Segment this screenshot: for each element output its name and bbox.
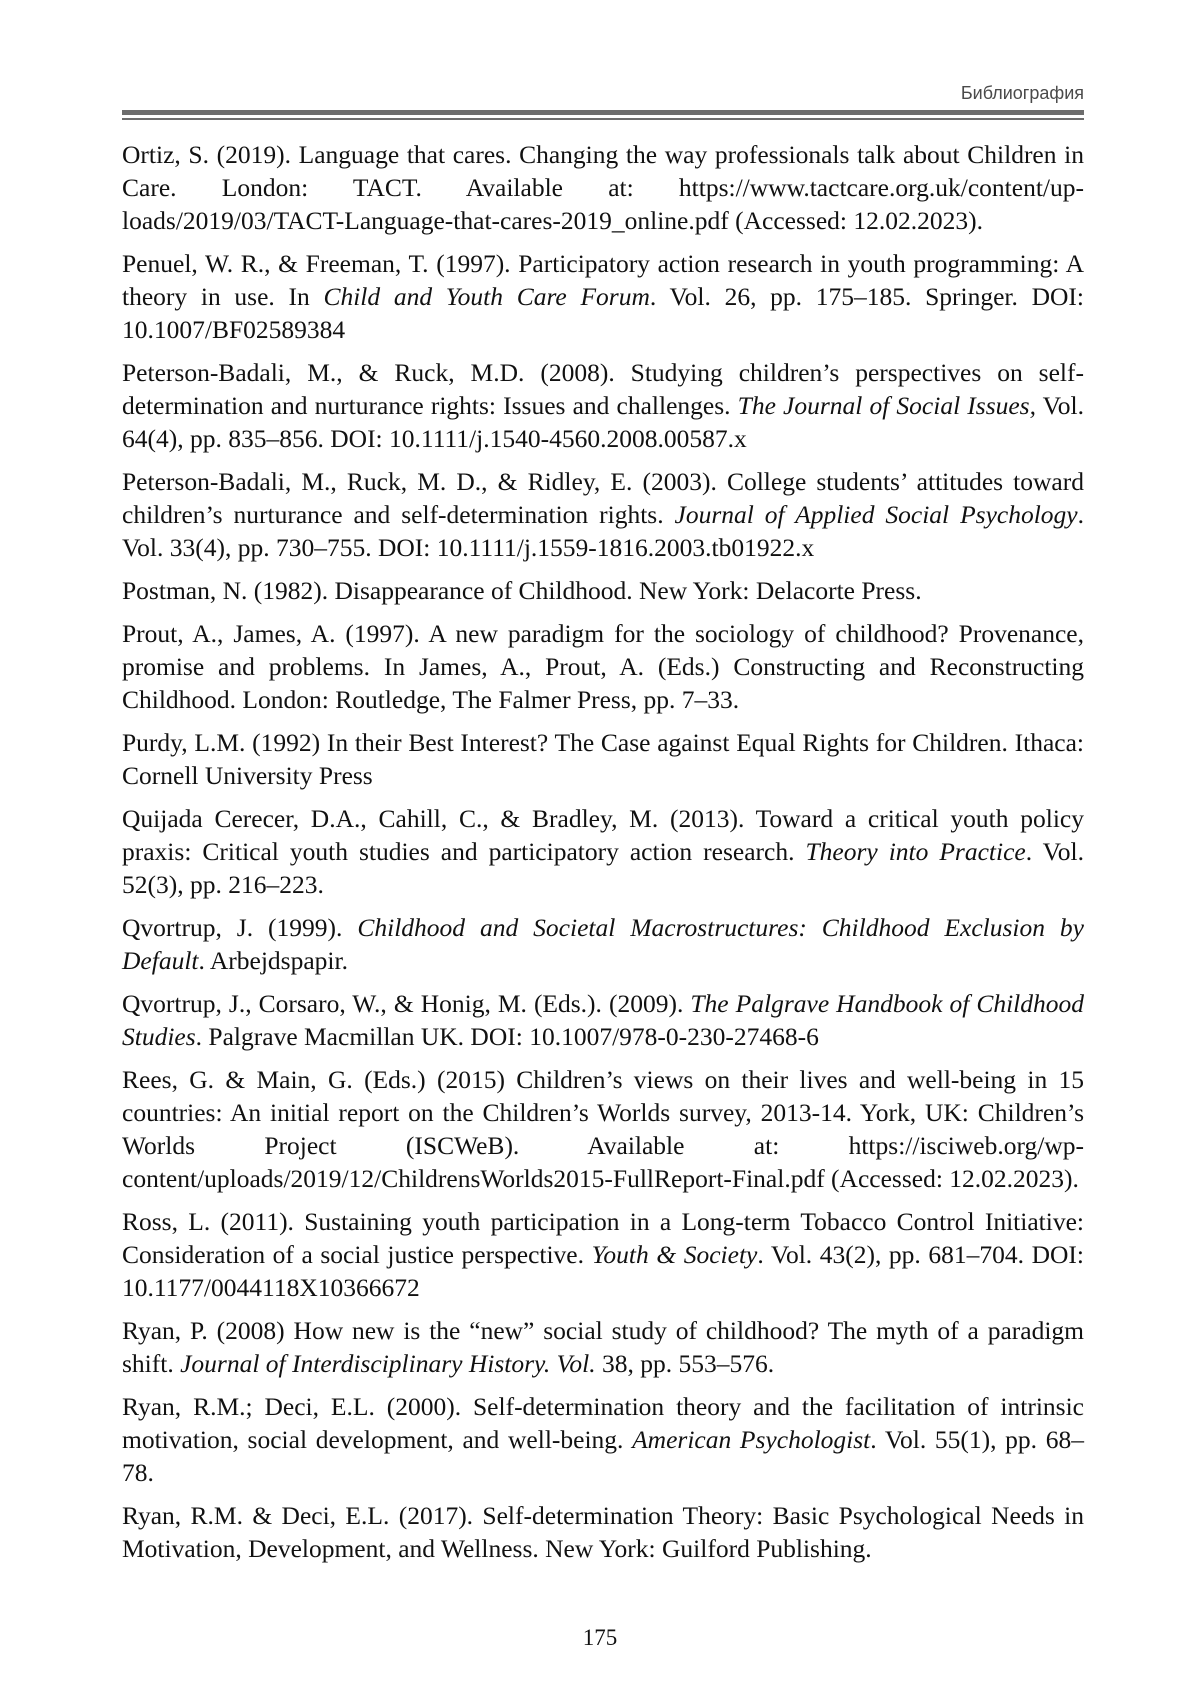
reference-text: Ortiz, S. (2019). Language that cares. Changing the way professionals talk about Children in Care. London: TACT. Available at: https://www.tactcare.org.uk/content/uploads/2019/03/TACT-Language-that-cares-2019_online.pdf (Accessed: 12.02.2023). bbox=[122, 140, 1084, 235]
header-rule-thick bbox=[122, 110, 1084, 115]
reference-text: . Vol. 33(4), pp. 730–755. DOI: 10.1111/j.1559-1816.2003.tb01922.x bbox=[122, 500, 1084, 562]
reference-entry bbox=[122, 1205, 1084, 1304]
page-number: 175 bbox=[582, 1625, 618, 1650]
reference-text: Ryan, R.M.; Deci, E.L. (2000). Self-determination theory and the facilitation of intrinsic motivation, social development, and well-being. bbox=[122, 1392, 1084, 1454]
reference-italic-text: Child and Youth Care Forum bbox=[323, 282, 650, 311]
reference-text: Ryan, P. (2008) How new is the “new” social study of childhood? The myth of a paradigm shift. bbox=[122, 1316, 1084, 1378]
reference-text: . Palgrave Macmillan UK. DOI: 10.1007/978-0-230-27468-6 bbox=[195, 1022, 819, 1051]
reference-italic-text: The Journal of Social Issues, bbox=[737, 391, 1036, 420]
reference-text: Prout, A., James, A. (1997). A new paradigm for the sociology of childhood? Provenance, promise and problems. In James, A., Prout, A. (Eds.) Constructing and Reconstructing Childhood. London: Routledge, The Falmer Press, pp. 7–33. bbox=[122, 619, 1084, 714]
reference-italic-text: American Psychologist bbox=[632, 1425, 871, 1454]
reference-text: Ryan, R.M. & Deci, E.L. (2017). Self-determination Theory: Basic Psychological Needs in Motivation, Development, and Wellness. New York: Guilford Publishing. bbox=[122, 1501, 1084, 1563]
reference-text: Peterson-Badali, M., Ruck, M. D., & Ridley, E. (2003). College students’ attitudes toward children’s nurturance and self-determination rights. bbox=[122, 467, 1084, 529]
bibliography-list bbox=[122, 138, 1084, 1565]
running-head: Библиография bbox=[960, 83, 1084, 103]
reference-italic-text: Youth & Society bbox=[591, 1240, 758, 1269]
reference-text: Penuel, W. R., & Freeman, T. (1997). Participatory action research in youth programming: A theory in use. In bbox=[122, 249, 1084, 311]
reference-text: 38, pp. 553–576. bbox=[595, 1349, 775, 1378]
reference-text: Postman, N. (1982). Disappearance of Childhood. New York: Delacorte Press. bbox=[122, 576, 922, 605]
reference-text: . Vol. 52(3), pp. 216–223. bbox=[122, 837, 1084, 899]
reference-entry bbox=[122, 1390, 1084, 1489]
reference-text: . Vol. 43(2), pp. 681–704. DOI: 10.1177/0044118X10366672 bbox=[122, 1240, 1084, 1302]
reference-text: Vol. 64(4), pp. 835–856. DOI: 10.1111/j.1540-4560.2008.00587.x bbox=[122, 391, 1084, 453]
reference-entry bbox=[122, 617, 1084, 716]
reference-entry bbox=[122, 1499, 1084, 1565]
reference-italic-text: Journal of Applied Social Psychology bbox=[674, 500, 1078, 529]
reference-text: Qvortrup, J., Corsaro, W., & Honig, M. (Eds.). (2009). bbox=[122, 989, 691, 1018]
reference-italic-text: Theory into Practice bbox=[805, 837, 1026, 866]
reference-text: Quijada Cerecer, D.A., Cahill, C., & Bradley, M. (2013). Toward a critical youth policy praxis: Critical youth studies and participatory action research. bbox=[122, 804, 1084, 866]
reference-entry bbox=[122, 987, 1084, 1053]
reference-entry bbox=[122, 356, 1084, 455]
reference-entry bbox=[122, 247, 1084, 346]
reference-italic-text: Journal of Interdisciplinary History. Vol. bbox=[180, 1349, 596, 1378]
reference-text: Purdy, L.M. (1992) In their Best Interest? The Case against Equal Rights for Children. Ithaca: Cornell University Press bbox=[122, 728, 1084, 790]
reference-entry bbox=[122, 1063, 1084, 1195]
reference-text: Ross, L. (2011). Sustaining youth participation in a Long-term Tobacco Control Initiative: Consideration of a social justice perspective. bbox=[122, 1207, 1084, 1269]
reference-entry bbox=[122, 138, 1084, 237]
header-rule-thin bbox=[122, 118, 1084, 120]
reference-italic-text: The Palgrave Handbook of Childhood Studies bbox=[122, 989, 1085, 1051]
reference-italic-text: Childhood and Societal Macrostructures: Childhood Exclusion by Default bbox=[122, 913, 1084, 975]
reference-text: Rees, G. & Main, G. (Eds.) (2015) Children’s views on their lives and well-being in 15 countries: An initial report on the Children’s Worlds survey, 2013-14. York, UK: Children’s Worlds Project (ISCWeB). Available at: https://isciweb.​org/wp-content/uploads/2019/12/ChildrensWorlds2015-FullReport-Final.pdf (Accessed: 12.02.2023). bbox=[122, 1065, 1084, 1193]
reference-text: . Arbejdspapir. bbox=[198, 946, 348, 975]
reference-entry bbox=[122, 726, 1084, 792]
reference-entry bbox=[122, 1314, 1084, 1380]
reference-entry bbox=[122, 802, 1084, 901]
reference-entry bbox=[122, 465, 1084, 564]
reference-text: . Vol. 55(1), pp. 68–78. bbox=[122, 1425, 1084, 1487]
reference-entry bbox=[122, 911, 1084, 977]
reference-text: . Vol. 26, pp. 175–185. Springer. DOI: 10.1007/BF02589384 bbox=[122, 282, 1084, 344]
reference-entry bbox=[122, 574, 1084, 607]
reference-text: Qvortrup, J. (1999). bbox=[122, 913, 358, 942]
reference-text: Peterson-Badali, M., & Ruck, M.D. (2008). Studying children’s perspectives on self-determination and nurturance rights: Issues and challenges. bbox=[122, 358, 1084, 420]
